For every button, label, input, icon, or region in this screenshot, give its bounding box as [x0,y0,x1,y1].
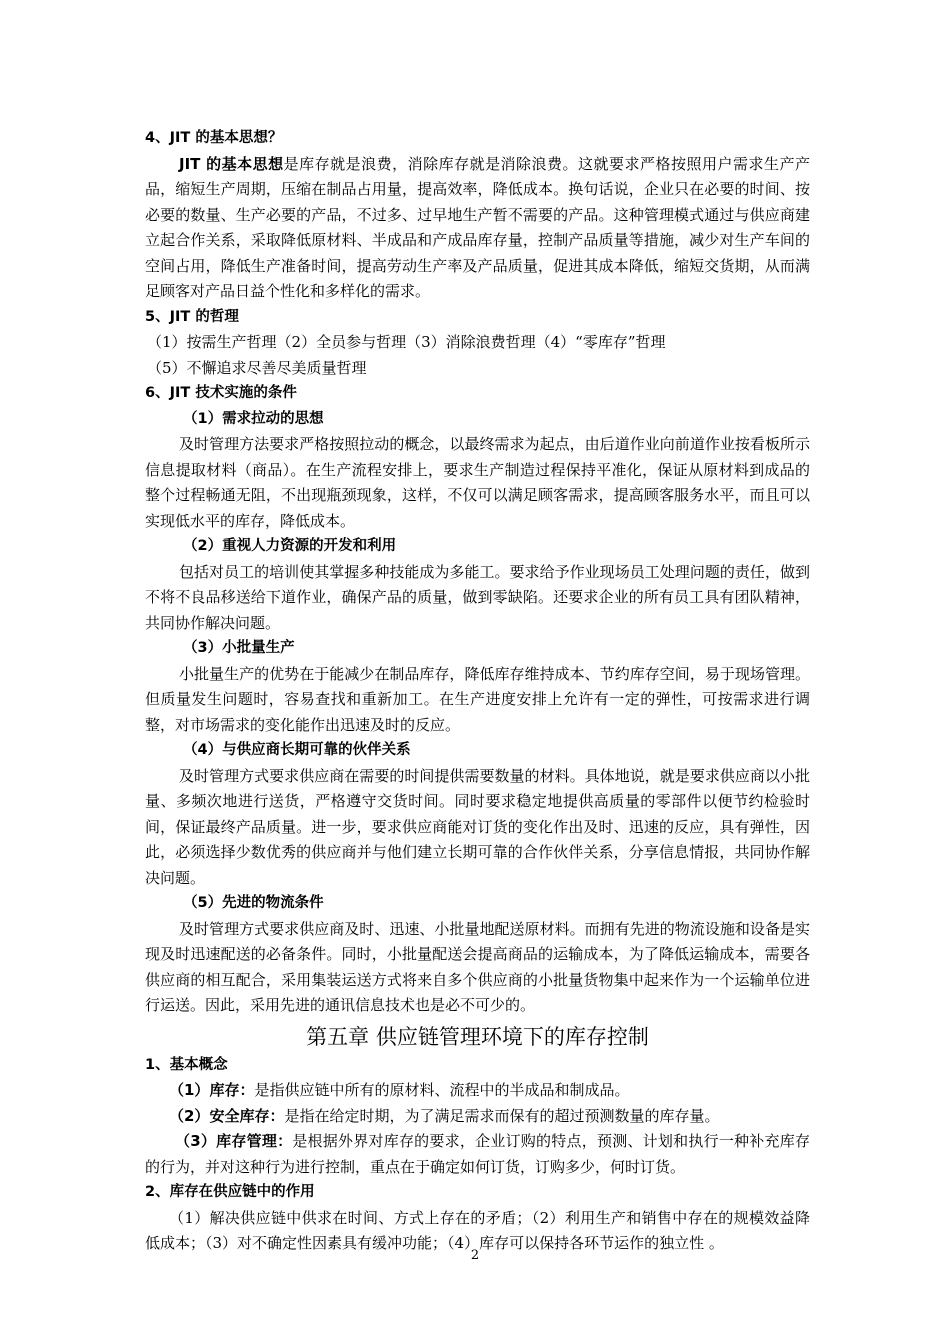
chapter-title: 第五章 供应链管理环境下的库存控制 [306,1024,649,1049]
concept-body: 是指供应链中所有的原材料、流程中的半成品和制成品。 [254,1081,630,1099]
concept-inventory-management [145,1129,810,1180]
paragraph-supplier-partnership: 及时管理方式要求供应商在需要的时间提供需要数量的材料。具体地说，就是要求供应商以小批量、多频次地进行送货，严格遵守交货时间。同时要求稳定地提供高质量的零部件以便节约检验时间，保证最终产品质量。进一步，要求供应商能对订货的变化作出及时、迅速的反应，具有弹性，因此，必须选择少数优秀的供应商并与他们建立长期可靠的合作伙伴关系，分享信息情报，共同协作解决问题。 [145,766,810,887]
page-number: 2 [470,1248,480,1263]
concept-term: 库存： [209,1081,255,1099]
paragraph-small-batch: 小批量生产的优势在于能减少在制品库存，降低库存维持成本、节约库存空间，易于现场管理。但质量发生问题时，容易查找和重新加工。在生产进度安排上允许有一定的弹性，可按需求进行调整，对市场需求的变化能作出迅速及时的反应。 [145,664,810,734]
section-heading-jit-conditions: 6、JIT 技术实施的条件 [145,385,297,401]
subheading-small-batch: （3）小批量生产 [183,640,295,656]
subheading-supplier-partnership: （4）与供应商长期可靠的伙伴关系 [183,742,411,758]
paragraph-inventory-role: （1）解决供应链中供求在时间、方式上存在的矛盾；（2）利用生产和销售中存在的规模效益降低成本；（3）对不确定性因素具有缓冲功能；（4）库存可以保持各环节运作的独立性 。 [145,1208,810,1252]
concept-body: 是根据外界对库存的要求，企业订购的特点，预测、计划和执行一种补充库存的行为，并对这种行为进行控制，重点在于确定如何订货，订购多少，何时订货。 [145,1132,810,1176]
concept-number: （1） [169,1081,210,1099]
subheading-demand-pull: （1）需求拉动的思想 [183,410,324,427]
philosophy-line-2: （5）不懈追求尽善尽美质量哲理 [147,358,367,377]
paragraph-body: 是库存就是浪费，消除库存就是消除浪费。这就要求严格按照用户需求生产产品，缩短生产周期，压缩在制品占用量，提高效率，降低成本。换句话说，企业只在必要的时间、按必要的数量、生产必要的产品，不过多、过早地生产暂不需要的产品。这种管理模式通过与供应商建立起合作关系，采取降低原材料、半成品和产成品库存量，控制产品质量等措施，减少对生产车间的空间占用，降低生产准备时间，提高劳动生产率及产品质量，促进其成本降低，缩短交货期，从而满足顾客对产品日益个性化和多样化的需求。 [145,154,810,300]
section-heading-jit-philosophy: 5、JIT 的哲理 [145,308,239,325]
section-heading-basic-concepts: 1、基本概念 [145,1056,228,1073]
concept-safety-stock [145,1104,810,1130]
concept-term: 库存管理： [216,1132,293,1150]
bold-lead-term: JIT 的基本思想 [179,154,284,173]
concept-inventory [145,1078,810,1104]
section-heading-inventory-role: 2、库存在供应链中的作用 [145,1184,315,1200]
subheading-logistics: （5）先进的物流条件 [183,895,324,911]
concept-body: 是指在给定时期，为了满足需求而保有的超过预测数量的库存量。 [284,1106,720,1125]
concept-term: 安全库存： [209,1106,285,1125]
concept-number: （2） [169,1106,210,1125]
paragraph-jit-basic-idea [145,152,810,305]
paragraph-logistics: 及时管理方式要求供应商及时、迅速、小批量地配送原材料。而拥有先进的物流设施和设备是实现及时迅速配送的必备条件。同时，小批量配送会提高商品的运输成本，为了降低运输成本，需要各供应商的相互配合，采用集装运送方式将来自多个供应商的小批量货物集中起来作为一个运输单位进行运送。因此，采用先进的通讯信息技术也是必不可少的。 [145,919,810,1014]
philosophy-line-1: （1）按需生产哲理（2）全员参与哲理（3）消除浪费哲理（4）“零库存”哲理 [147,333,666,351]
document-page [145,126,810,1257]
concept-number: （3） [175,1132,217,1150]
paragraph-demand-pull: 及时管理方法要求严格按照拉动的概念，以最终需求为起点，由后道作业向前道作业按看板所示信息提取材料（商品）。在生产流程安排上，要求生产制造过程保持平准化，保证从原材料到成品的整个过程畅通无阻，不出现瓶颈现象，这样，不仅可以满足顾客需求，提高顾客服务水平，而且可以实现低水平的库存，降低成本。 [145,435,810,530]
subheading-human-resources: （2）重视人力资源的开发和利用 [183,538,397,554]
paragraph-human-resources: 包括对员工的培训使其掌握多种技能成为多能工。要求给予作业现场员工处理问题的责任，做到不将不良品移送给下道作业，确保产品的质量，做到零缺陷。还要求企业的所有员工具有团队精神，共同协作解决问题。 [145,562,810,632]
section-heading-jit-basic-idea: 4、JIT 的基本思想？ [145,130,283,146]
